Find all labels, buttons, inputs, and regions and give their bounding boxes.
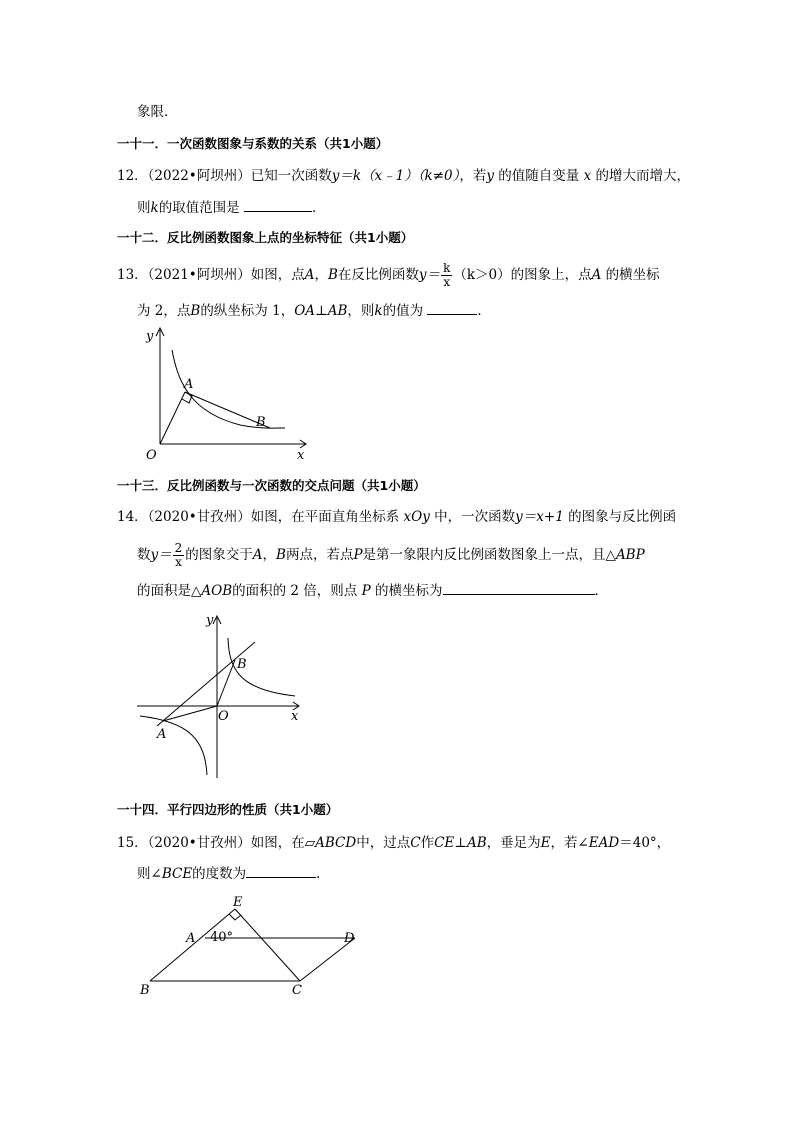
- q13-var-k: k: [374, 303, 383, 319]
- line-y-equals-x-plus-1: [157, 642, 255, 726]
- q14-line2d: 是第一象限内反比例函数图象上一点，且△: [362, 547, 616, 563]
- fig14-b-label: B: [237, 657, 247, 672]
- section-heading-11: 一十一．一次函数图象与系数的关系（共1小题）: [117, 136, 389, 151]
- q15-text1: 中，过点: [356, 835, 411, 851]
- figure-13: [130, 322, 315, 462]
- answer-blank-14[interactable]: [443, 580, 595, 595]
- q15-angle: EAD: [588, 835, 620, 851]
- q14-line3a: 的面积是△: [137, 583, 202, 599]
- q12-line2a: 则: [137, 200, 151, 216]
- fig14-a-label: A: [157, 727, 167, 742]
- q13-text2: 的横坐标: [605, 267, 660, 283]
- q14-comma: ，: [262, 547, 277, 563]
- q14-line2c: 两点，若点: [285, 547, 354, 563]
- q13-line2a: 为 2，点: [137, 303, 191, 319]
- q14-frac-den: x: [175, 555, 182, 569]
- q12-text3: 的增大而增大，: [595, 168, 690, 184]
- q15-point-c: C: [410, 835, 421, 851]
- fig15-b-label: B: [140, 983, 150, 998]
- fraction-k-over-x: [441, 262, 452, 289]
- fig15-angle-label: 40°: [210, 930, 234, 945]
- q14-point-b: B: [276, 547, 286, 563]
- section-heading-12: 一十二．反比例函数图象上点的坐标特征（共1小题）: [117, 230, 414, 245]
- segment-oa: [160, 392, 185, 444]
- q12-end: ．: [311, 200, 326, 216]
- fig14-o-label: O: [218, 709, 229, 724]
- q15-text4: ，若∠: [550, 835, 589, 851]
- q13-cond2: OA⊥AB: [294, 303, 348, 319]
- q14-prefix: 14．（2020•甘孜州）如图，在平面直角坐标系: [117, 509, 400, 525]
- right-angle-mark: [182, 392, 192, 403]
- q14-y-eq: y＝: [150, 547, 172, 563]
- q14-point-p: P: [353, 547, 363, 563]
- q12-middle: ，若: [459, 168, 487, 184]
- continuation-label: 象限．: [137, 104, 178, 120]
- q12-line2b: 的取值范围是: [158, 200, 240, 216]
- q13-line2d: 的值为: [382, 303, 424, 319]
- question-13-line2: [137, 300, 491, 321]
- section-heading-14: 一十四．平行四边形的性质（共1小题）: [117, 802, 339, 817]
- right-angle-mark: [229, 914, 241, 920]
- fig15-e-label: E: [233, 895, 243, 910]
- q13-prefix: 13．（2021•阿坝州）如图，点: [117, 267, 305, 283]
- hyperbola-branch-3: [140, 716, 207, 775]
- answer-blank-15[interactable]: [246, 863, 316, 878]
- fig14-y-label: y: [206, 613, 214, 628]
- q12-formula: y＝k（x﹣1）（k≠0）: [331, 168, 460, 184]
- q15-prefix: 15．（2020•甘孜州）如图，在▱: [117, 835, 316, 851]
- q12-var-y: y: [486, 168, 494, 184]
- q14-frac-num: 2: [174, 541, 183, 555]
- q14-end: ．: [594, 583, 608, 599]
- q14-line2a: 数: [137, 547, 151, 563]
- fig13-x-label: x: [297, 448, 305, 463]
- q12-var-x: x: [583, 168, 592, 184]
- segment-ec: [235, 909, 300, 981]
- fig13-b-label: B: [256, 415, 266, 430]
- question-13-line1: [117, 262, 660, 289]
- question-14-line2: [137, 542, 645, 569]
- q12-prefix: 12．（2022•阿坝州）已知一次函数: [117, 168, 332, 184]
- q15-line2b: 的度数为: [192, 866, 247, 882]
- fig14-x-label: x: [291, 709, 299, 724]
- q13-point-b: B: [328, 267, 338, 283]
- q15-text5: ＝40°，: [619, 835, 671, 851]
- q12-text2: 的值随自变量: [498, 168, 580, 184]
- q15-perp: CE⊥AB: [434, 835, 487, 851]
- q14-line3c: 的横坐标为: [375, 583, 443, 599]
- figure-15: [135, 893, 370, 1003]
- q14-point-p2: P: [361, 583, 371, 599]
- q13-frac-num: k: [443, 261, 451, 275]
- q14-text1: 中，一次函数: [434, 509, 516, 525]
- q13-point-a2: A: [591, 267, 602, 283]
- q14-line2b: 的图象交于: [185, 547, 253, 563]
- question-14-line1: [117, 507, 676, 527]
- q13-point-b2: B: [190, 303, 201, 319]
- fig13-a-label: A: [184, 377, 194, 392]
- q14-tri1: ABP: [615, 547, 645, 563]
- q14-line3b: 的面积的 2 倍，则点: [232, 583, 358, 599]
- q15-angle2: BCE: [161, 866, 193, 882]
- q15-para: ABCD: [315, 835, 357, 851]
- q15-text3: ，垂足为: [486, 835, 541, 851]
- fig13-o-label: O: [146, 448, 157, 463]
- figure-14: [135, 610, 310, 782]
- q13-frac-den: x: [443, 275, 451, 289]
- q13-y-eq: y＝: [418, 267, 441, 283]
- answer-blank-13[interactable]: [427, 300, 477, 315]
- question-12-line1: [117, 166, 690, 186]
- q14-tri2: AOB: [201, 583, 233, 599]
- section-heading-13: 一十三．反比例函数与一次函数的交点问题（共1小题）: [117, 478, 426, 493]
- question-15-line2: [137, 863, 330, 884]
- q13-cond: （k＞0）的图象上，点: [453, 267, 592, 283]
- q13-end: ．: [477, 303, 491, 319]
- q13-comma: ，: [314, 267, 328, 283]
- q15-text2: 作: [420, 835, 435, 851]
- q14-linear: y＝x+1: [515, 509, 564, 525]
- continuation-text: [137, 102, 178, 122]
- q13-line2c: ，则: [347, 303, 375, 319]
- q14-point-a: A: [252, 547, 263, 563]
- q15-end: ．: [316, 866, 330, 882]
- q15-line2a: 则∠: [137, 866, 162, 882]
- fig13-y-label: y: [146, 329, 154, 344]
- q14-text2: 的图象与反比例函: [568, 509, 677, 525]
- question-14-line3: [137, 580, 608, 601]
- q13-text1: 在反比例函数: [337, 267, 419, 283]
- question-15-line1: [117, 833, 670, 853]
- fig15-d-label: D: [344, 931, 355, 946]
- fraction-2-over-x: [173, 542, 185, 569]
- fig15-a-label: A: [186, 931, 196, 946]
- q13-point-a: A: [304, 267, 315, 283]
- answer-blank-12[interactable]: [244, 197, 312, 212]
- question-12-line2: [137, 197, 325, 218]
- q12-var-k: k: [150, 200, 159, 216]
- q15-point-e: E: [540, 835, 551, 851]
- q14-coord: xOy: [403, 509, 430, 525]
- fig15-c-label: C: [292, 983, 302, 998]
- q13-line2b: 的纵坐标为 1，: [200, 303, 295, 319]
